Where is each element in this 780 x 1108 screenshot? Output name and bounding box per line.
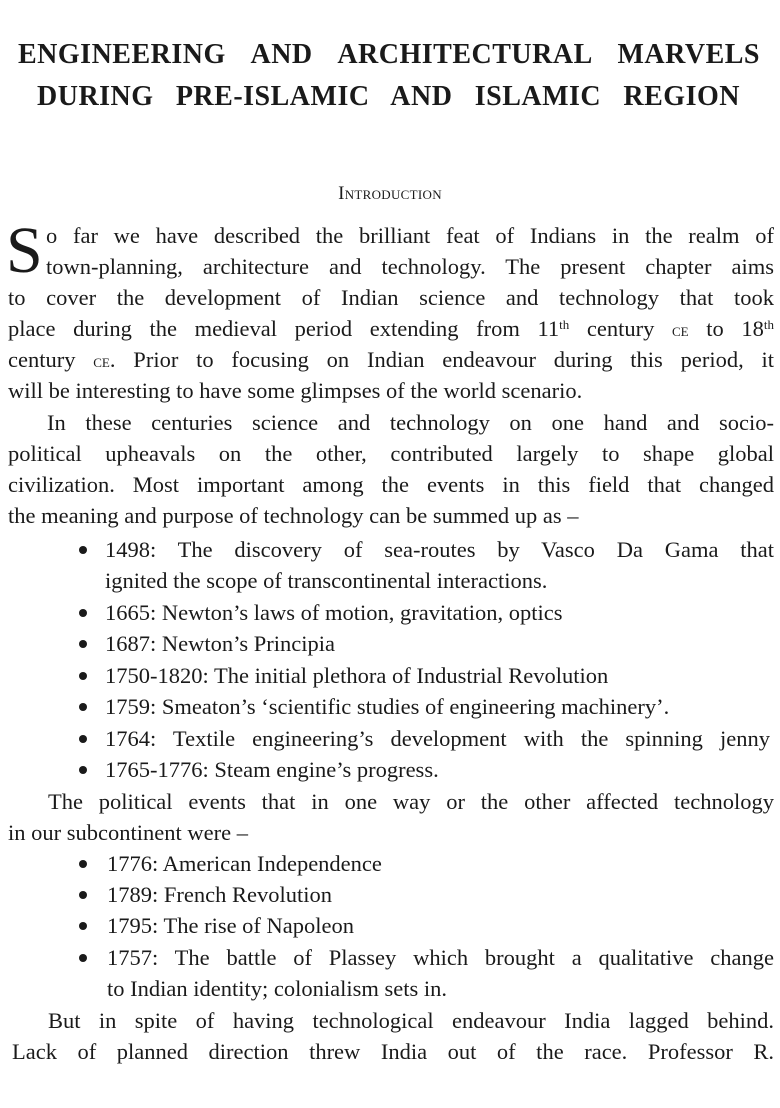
drop-cap: S <box>6 214 43 287</box>
list-item: 1498: The discovery of sea-routes by Vasco Da Gama that <box>105 537 774 562</box>
paragraph-line: town-planning, architecture and technology. The present chapter aims <box>46 254 774 279</box>
bullet-icon <box>79 703 87 711</box>
paragraph-line: But in spite of having technological endeavour India lagged behind. <box>48 1008 774 1033</box>
text: to 18 <box>688 316 764 341</box>
era-abbreviation: ce <box>671 320 689 341</box>
paragraph-line: In these centuries science and technology on one hand and socio- <box>47 410 774 435</box>
paragraph-line: Lack of planned direction threw India out of the race. Professor R. <box>12 1039 774 1064</box>
paragraph-line: The political events that in one way or the other affected technology <box>48 789 774 814</box>
bullet-icon <box>79 954 87 962</box>
text: century <box>8 347 94 372</box>
paragraph-line: the meaning and purpose of technology can be summed up as – <box>8 503 579 528</box>
paragraph-line: o far we have described the brilliant feat of Indians in the realm of <box>46 223 774 248</box>
bullet-icon <box>79 640 87 648</box>
bullet-icon <box>79 766 87 774</box>
bullet-icon <box>79 922 87 930</box>
paragraph-line: will be interesting to have some glimpses of the world scenario. <box>8 378 583 403</box>
text: place during the medieval period extending from 11 <box>8 316 560 341</box>
list-item: 1750-1820: The initial plethora of Industrial Revolution <box>105 663 609 688</box>
list-item: 1759: Smeaton’s ‘scientific studies of engineering machinery’. <box>105 694 670 719</box>
superscript: th <box>763 317 774 332</box>
list-item: 1765-1776: Steam engine’s progress. <box>105 757 439 782</box>
superscript: th <box>559 317 570 332</box>
list-item: 1789: French Revolution <box>107 882 332 907</box>
paragraph-line: political upheavals on the other, contributed largely to shape global <box>8 441 774 466</box>
bullet-icon <box>79 891 87 899</box>
list-item: 1795: The rise of Napoleon <box>107 913 355 938</box>
list-item: 1757: The battle of Plassey which brought a qualitative change <box>107 945 774 970</box>
bullet-icon <box>79 735 87 743</box>
list-item-continuation: ignited the scope of transcontinental interactions. <box>105 568 548 593</box>
era-abbreviation: ce <box>93 351 110 372</box>
text: century <box>569 316 672 341</box>
section-heading: Introduction <box>338 183 442 204</box>
paragraph-line: in our subcontinent were – <box>8 820 248 845</box>
bullet-icon <box>79 546 87 554</box>
chapter-title-line-2: DURING PRE-ISLAMIC AND ISLAMIC REGION <box>37 81 740 112</box>
paragraph-line: civilization. Most important among the events in this field that changed <box>8 472 774 497</box>
text: . Prior to focusing on Indian endeavour during this period, it <box>109 347 775 372</box>
list-item: 1665: Newton’s laws of motion, gravitation, optics <box>105 600 563 625</box>
paragraph-line <box>8 346 774 376</box>
list-item-continuation: to Indian identity; colonialism sets in. <box>107 976 447 1001</box>
list-item: 1687: Newton’s Principia <box>105 631 335 656</box>
bullet-icon <box>79 860 87 868</box>
bullet-icon <box>79 672 87 680</box>
bullet-icon <box>79 609 87 617</box>
list-item: 1776: American Independence <box>107 851 382 876</box>
list-item: 1764: Textile engineering’s development with the spinning jenny <box>105 726 770 751</box>
chapter-title-line-1: ENGINEERING AND ARCHITECTURAL MARVELS <box>18 39 760 70</box>
paragraph-line: to cover the development of Indian science and technology that took <box>8 285 774 310</box>
paragraph-line <box>8 315 774 345</box>
